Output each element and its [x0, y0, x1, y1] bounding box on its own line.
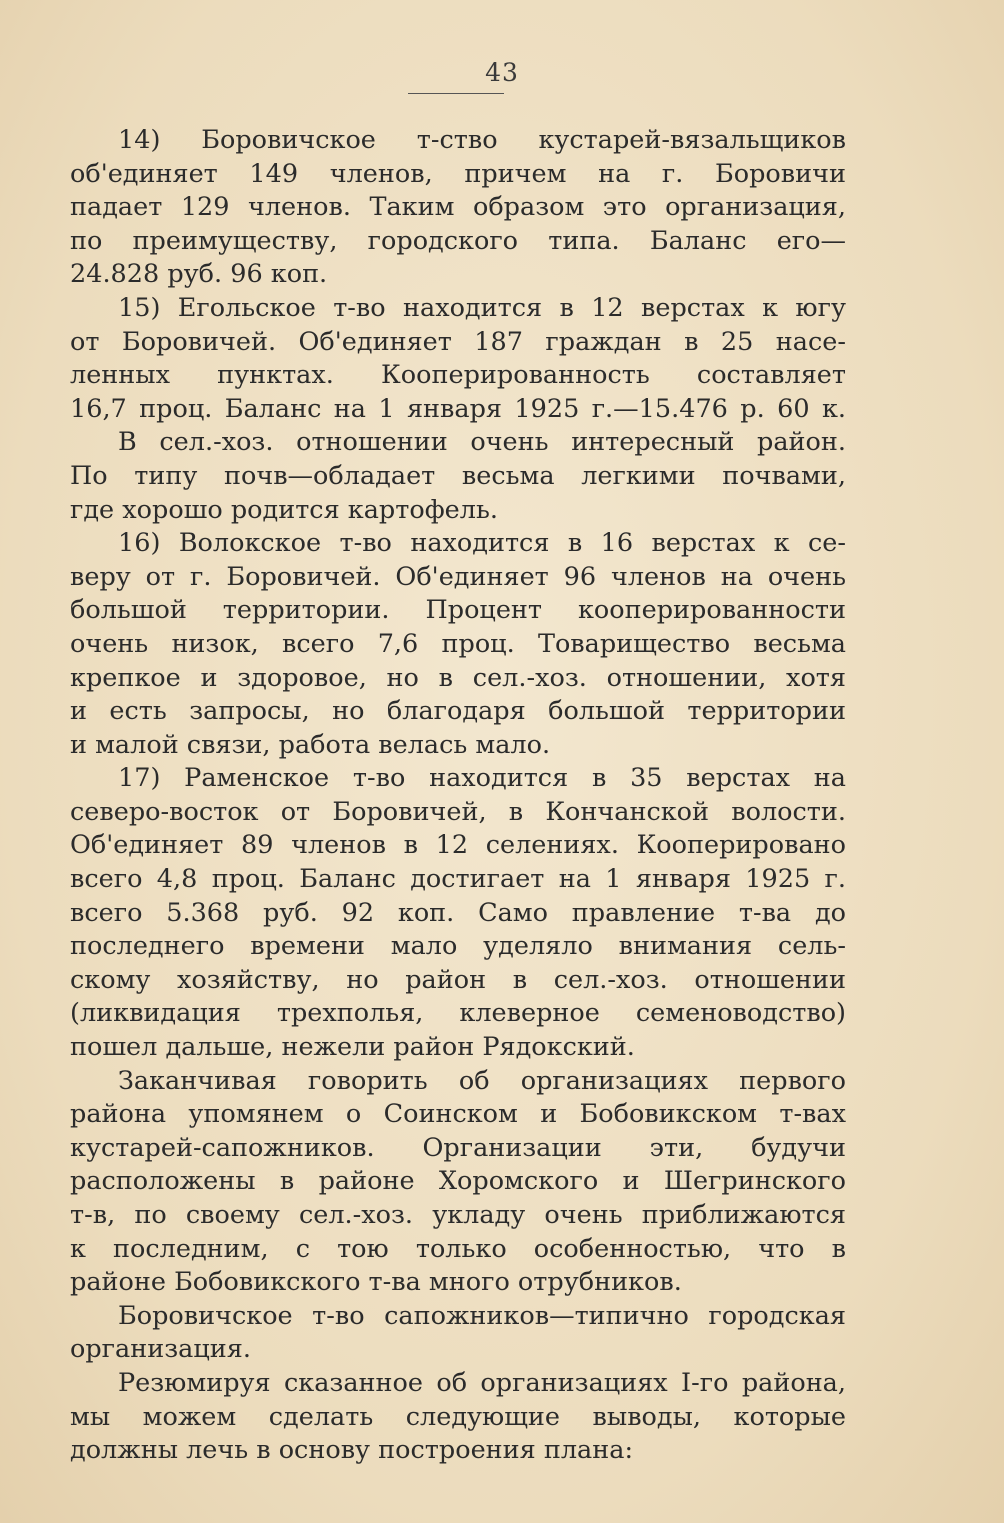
text-line: 17) Раменское т-во находится в 35 верстах на	[118, 763, 846, 794]
text-line: Об'единяет 89 членов в 12 селениях. Кооперировано	[70, 830, 846, 861]
text-line: и есть запросы, но благодаря большой территории	[70, 696, 846, 727]
body-text	[70, 124, 846, 1468]
text-line: по преимуществу, городского типа. Баланс его—	[70, 225, 846, 256]
paragraph-borovichi-knitters	[70, 124, 846, 292]
paragraph-ramenskoe	[70, 762, 846, 1064]
text-line: районе Бобовикского т-ва много отрубников.	[70, 1267, 682, 1298]
text-line: последнего времени мало уделяло внимания сель-	[70, 931, 846, 962]
text-line: По типу почв—обладает весьма легкими почвами,	[70, 460, 846, 491]
text-line: 15) Егольское т-во находится в 12 верстах к югу	[118, 292, 846, 323]
text-line: расположены в районе Хоромского и Шегринского	[70, 1166, 846, 1197]
text-line: пошел дальше, нежели район Рядокский.	[70, 1032, 635, 1063]
text-line: падает 129 членов. Таким образом это организация,	[70, 192, 846, 223]
text-line: и малой связи, работа велась мало.	[70, 729, 551, 760]
text-line: всего 5.368 руб. 92 коп. Само правление т-ва до	[70, 897, 846, 928]
text-line: об'единяет 149 членов, причем на г. Боровичи	[70, 158, 846, 189]
text-line: района упомянем о Соинском и Бобовикском т-вах	[70, 1099, 846, 1130]
text-line: 16) Волокское т-во находится в 16 верстах к се-	[118, 528, 846, 559]
text-line: веру от г. Боровичей. Об'единяет 96 членов на очень	[70, 561, 846, 592]
page-number-rule	[408, 93, 504, 94]
page-number: 43	[485, 58, 519, 87]
paragraph-conclusions	[70, 1367, 846, 1468]
text-line: к последним, с тою только особенностью, что в	[70, 1233, 846, 1264]
text-line: Боровичское т-во сапожников—типично городская	[118, 1300, 846, 1331]
paragraph-shoemakers	[70, 1300, 846, 1367]
text-line: очень низок, всего 7,6 проц. Товарищество весьма	[70, 628, 846, 659]
text-line: т-в, по своему сел.-хоз. укладу очень приближаются	[70, 1200, 846, 1230]
text-line: ленных пунктах. Кооперированность составляет	[70, 360, 846, 391]
text-line: 24.828 руб. 96 коп.	[70, 259, 328, 290]
text-line: большой территории. Процент кооперированности	[70, 595, 846, 626]
paragraph-first-district-summary	[70, 1065, 846, 1300]
text-line: северо-восток от Боровичей, в Кончанской волости.	[70, 796, 846, 827]
text-line: 14) Боровичское т-ство кустарей-вязальщиков	[118, 125, 846, 155]
paragraph-volok	[70, 527, 846, 762]
paragraph-egolsk	[70, 292, 846, 426]
text-line: где хорошо родится картофель.	[70, 494, 498, 525]
paragraph-egolsk-agriculture	[70, 426, 846, 527]
text-line: мы можем сделать следующие выводы, которые	[70, 1401, 846, 1432]
text-line: скому хозяйству, но район в сел.-хоз. отношении	[70, 964, 846, 995]
text-line: Заканчивая говорить об организациях первого	[118, 1065, 846, 1096]
text-line: от Боровичей. Об'единяет 187 граждан в 25 насе-	[70, 326, 846, 357]
text-line: всего 4,8 проц. Баланс достигает на 1 января 1925 г.	[70, 864, 846, 895]
text-line: кустарей-сапожников. Организации эти, будучи	[70, 1132, 846, 1163]
text-line: (ликвидация трехполья, клеверное семеноводство)	[70, 998, 846, 1029]
text-line: Резюмируя сказанное об организациях I-го района,	[118, 1367, 846, 1398]
text-line: должны лечь в основу построения плана:	[70, 1435, 634, 1466]
text-line: организация.	[70, 1334, 251, 1365]
text-line: 16,7 проц. Баланс на 1 января 1925 г.—15.476 р. 60 к.	[70, 393, 846, 424]
text-line: В сел.-хоз. отношении очень интересный район.	[118, 427, 846, 458]
text-line: крепкое и здоровое, но в сел.-хоз. отношении, хотя	[70, 662, 846, 693]
